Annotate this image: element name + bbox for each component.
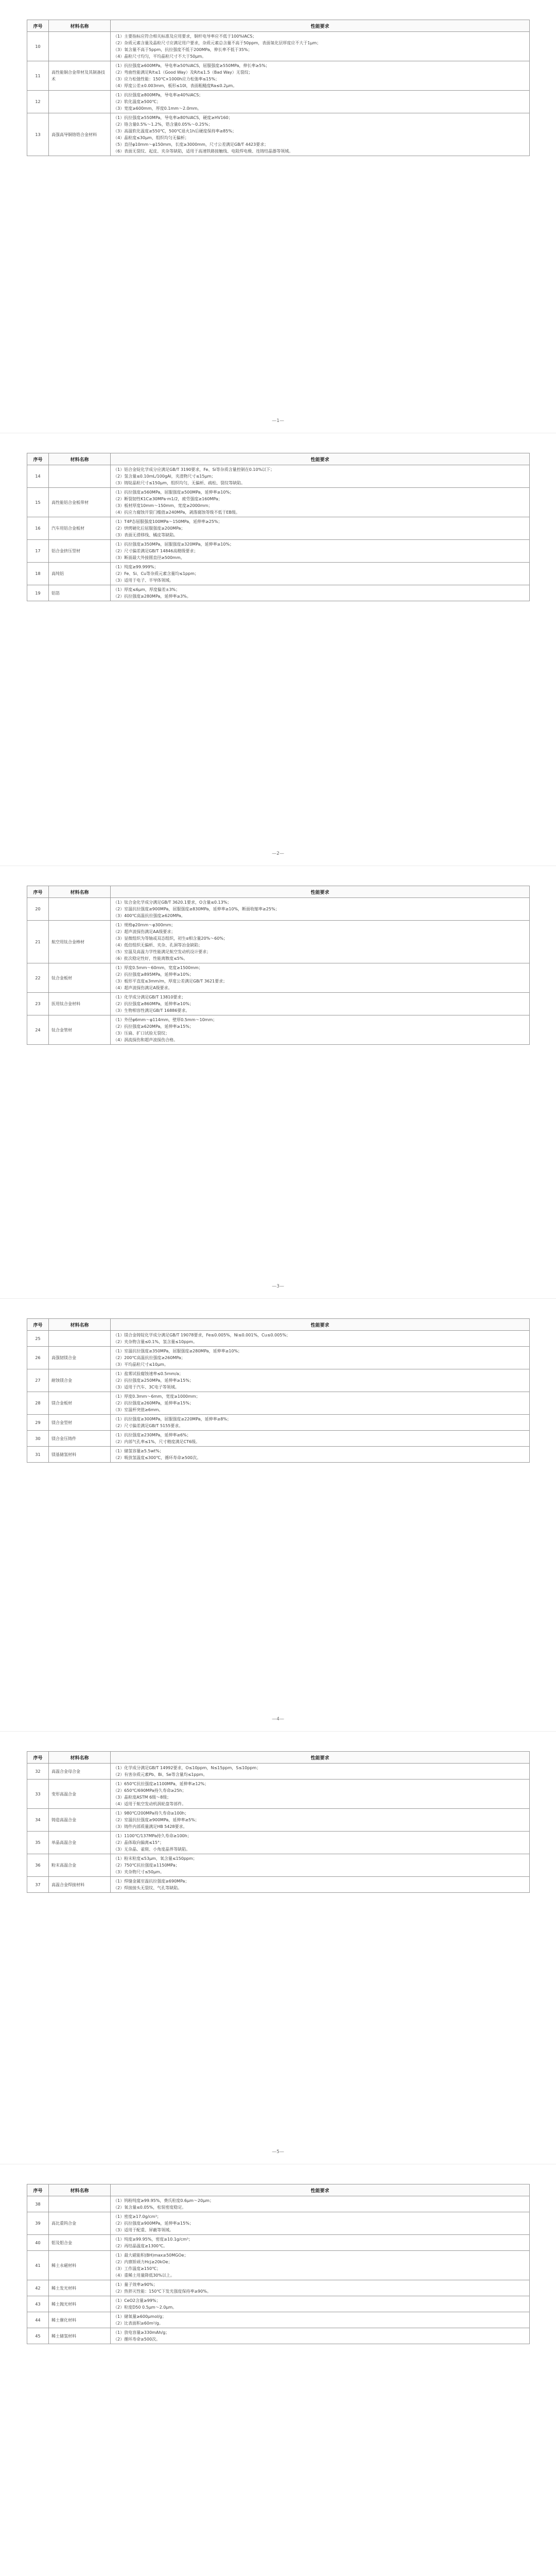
material-name: 高性能铝合金板带材 bbox=[49, 488, 111, 517]
requirement-line: （3）显微组织为等轴或双态组织，初生α相含量20%～60%； bbox=[113, 936, 228, 941]
performance-requirements bbox=[111, 1877, 530, 1893]
material-name bbox=[49, 91, 111, 113]
requirement-line: （4）晶粒尺寸均匀，平均晶粒尺寸不大于50μm。 bbox=[113, 54, 206, 59]
requirement-line: （1）抗拉强度≥300MPa，屈服强度≥220MPa，延伸率≥8%； bbox=[113, 1417, 231, 1421]
requirement-line: （2）吸放氢温度≤300℃，循环寿命≥500次。 bbox=[113, 1455, 201, 1460]
material-name: 变形高温合金 bbox=[49, 1780, 111, 1809]
performance-requirements bbox=[111, 113, 530, 156]
performance-requirements bbox=[111, 563, 530, 585]
requirement-line: （3）氧含量不高于5ppm，抗拉强度不低于200MPa，伸长率不低于35%； bbox=[113, 47, 252, 52]
material-name: 钛合金管材 bbox=[49, 1015, 111, 1045]
requirement-line: （2）比表面积≥60m²/g。 bbox=[113, 2321, 163, 2326]
performance-requirements bbox=[111, 2235, 530, 2251]
table-row bbox=[27, 91, 530, 113]
table-header-row bbox=[27, 886, 530, 898]
performance-requirements bbox=[111, 1392, 530, 1415]
table-row bbox=[27, 32, 530, 61]
table-row bbox=[27, 1392, 530, 1415]
requirement-line: （3）适用于电子、半导体领域。 bbox=[113, 578, 174, 583]
requirement-line: （2）软化温度≥500℃； bbox=[113, 99, 161, 104]
material-name: 高强高导铜铬锆合金材料 bbox=[49, 113, 111, 156]
row-number: 24 bbox=[27, 1015, 49, 1045]
requirement-line: （1）储氧量≥600μmol/g； bbox=[113, 2314, 166, 2319]
requirement-line: （3）铸锭晶粒尺寸≤150μm，组织均匀，无偏析、疏松、裂纹等缺陷。 bbox=[113, 481, 245, 485]
requirement-line: （3）无杂晶、雀斑、小角度晶界等缺陷。 bbox=[113, 1847, 190, 1852]
table-row bbox=[27, 1015, 530, 1045]
table-row bbox=[27, 2328, 530, 2344]
requirement-line: （4）低倍组织无偏析、夹杂、孔洞等冶金缺陷； bbox=[113, 943, 203, 947]
requirement-line: （2）抗拉强度≥860MPa，延伸率≥10%； bbox=[113, 1002, 194, 1006]
row-number: 34 bbox=[27, 1809, 49, 1832]
spec-table bbox=[27, 2184, 530, 2344]
material-name: 铝合金挤压型材 bbox=[49, 540, 111, 563]
requirement-line: （3）生物相容性满足GB/T 16886要求。 bbox=[113, 1008, 190, 1013]
row-number: 36 bbox=[27, 1854, 49, 1877]
table-header-row bbox=[27, 453, 530, 465]
requirement-line: （3）铸件内部质量满足HB 5428要求。 bbox=[113, 1824, 187, 1829]
page-number: —4— bbox=[272, 1717, 284, 1722]
material-name: 耐蚀镁合金 bbox=[49, 1369, 111, 1392]
performance-requirements bbox=[111, 1431, 530, 1447]
header-name: 材料名称 bbox=[49, 1319, 111, 1331]
requirement-line: （1）抗拉强度≥230MPa，延伸率≥6%； bbox=[113, 1433, 191, 1437]
requirement-line: （1）纯度≥99.999%； bbox=[113, 565, 159, 569]
table-row bbox=[27, 563, 530, 585]
requirement-line: （1）厚度≤6μm，厚度偏差±3%； bbox=[113, 587, 180, 592]
table-header-row bbox=[27, 20, 530, 32]
requirement-line: （3）高温软化温度≥550℃，500℃退火1h后硬度保持率≥85%； bbox=[113, 129, 236, 133]
document-page bbox=[0, 1298, 556, 1731]
performance-requirements bbox=[111, 465, 530, 488]
row-number: 15 bbox=[27, 488, 49, 517]
requirement-line: （1）室温抗拉强度≥350MPa，屈服强度≥280MPa，延伸率≥10%； bbox=[113, 1349, 242, 1353]
requirement-line: （2）200℃高温抗拉强度≥260MPa； bbox=[113, 1355, 185, 1360]
performance-requirements bbox=[111, 993, 530, 1015]
row-number: 31 bbox=[27, 1447, 49, 1463]
table-row bbox=[27, 517, 530, 540]
document-page bbox=[0, 2164, 556, 2576]
row-number: 13 bbox=[27, 113, 49, 156]
requirement-line: （2）超声波探伤满足AA级要求； bbox=[113, 929, 176, 934]
header-no: 序号 bbox=[27, 20, 49, 32]
requirement-line: （1）980℃/200MPa持久寿命≥100h； bbox=[113, 1811, 189, 1816]
requirement-line: （3）适用于汽车、3C电子等领域。 bbox=[113, 1385, 179, 1389]
requirement-line: （1）抗拉强度≥800MPa，导电率≥40%IACS； bbox=[113, 93, 203, 97]
table-row bbox=[27, 2212, 530, 2235]
spec-table bbox=[27, 1751, 530, 1893]
requirement-line: （3）宽度≥600mm，厚度0.1mm～2.0mm。 bbox=[113, 106, 202, 111]
row-number: 11 bbox=[27, 61, 49, 91]
material-name: 钼及钼合金 bbox=[49, 2235, 111, 2251]
performance-requirements bbox=[111, 2196, 530, 2212]
performance-requirements bbox=[111, 540, 530, 563]
material-name: 稀土发光材料 bbox=[49, 2280, 111, 2296]
document-page bbox=[0, 0, 556, 433]
requirement-line: （2）铬含量0.5%～1.2%，锆含量0.05%～0.25%； bbox=[113, 122, 213, 127]
table-row bbox=[27, 1764, 530, 1780]
requirement-line: （1）CeO2含量≥99%； bbox=[113, 2298, 161, 2303]
requirement-line: （3）晶粒度ASTM 6级～8级； bbox=[113, 1795, 171, 1800]
requirement-line: （2）抗拉强度≥260MPa，延伸率≥15%； bbox=[113, 1401, 194, 1405]
table-row bbox=[27, 2280, 530, 2296]
requirement-line: （2）弯曲性能满足R/t≤1（Good Way）及R/t≤1.5（Bad Way）无裂纹； bbox=[113, 70, 253, 75]
requirement-line: （2）热猝灭性能：150℃下发光强度保持率≥90%。 bbox=[113, 2289, 211, 2294]
material-name: 镁合金型材 bbox=[49, 1415, 111, 1431]
header-req: 性能要求 bbox=[111, 1752, 530, 1764]
row-number: 33 bbox=[27, 1780, 49, 1809]
requirement-line: （1）T4P态屈服强度100MPa～150MPa，延伸率≥25%； bbox=[113, 519, 222, 524]
row-number: 43 bbox=[27, 2296, 49, 2312]
requirement-line: （3）室温杯突值≥6mm。 bbox=[113, 1408, 163, 1412]
table-row bbox=[27, 1877, 530, 1893]
table-row bbox=[27, 1447, 530, 1463]
requirement-line: （2）有害杂质元素Pb、Bi、Se等含量均≤1ppm。 bbox=[113, 1772, 207, 1777]
row-number: 14 bbox=[27, 465, 49, 488]
performance-requirements bbox=[111, 585, 530, 601]
table-row bbox=[27, 1832, 530, 1854]
requirement-line: （2）尺寸偏差满足GB/T 14846高精级要求； bbox=[113, 549, 198, 553]
material-name: 铝箔 bbox=[49, 585, 111, 601]
table-row bbox=[27, 898, 530, 921]
table-row bbox=[27, 61, 530, 91]
table-row bbox=[27, 1369, 530, 1392]
row-number: 37 bbox=[27, 1877, 49, 1893]
performance-requirements bbox=[111, 1809, 530, 1832]
requirement-line: （1）最大磁能积(BH)max≥50MGOe； bbox=[113, 2253, 188, 2258]
material-name: 航空用钛合金棒材 bbox=[49, 921, 111, 963]
performance-requirements bbox=[111, 2328, 530, 2344]
requirement-line: （2）烘烤硬化后屈服强度≥200MPa； bbox=[113, 526, 185, 531]
row-number: 32 bbox=[27, 1764, 49, 1780]
row-number: 41 bbox=[27, 2251, 49, 2280]
requirement-line: （3）压扁、扩口试验无裂纹； bbox=[113, 1031, 170, 1036]
requirement-line: （1）化学成分满足GB/T 13810要求； bbox=[113, 995, 186, 999]
requirement-line: （3）夹杂物尺寸≤50μm。 bbox=[113, 1870, 164, 1874]
header-name: 材料名称 bbox=[49, 1752, 111, 1764]
requirement-line: （4）适用于航空发动机涡轮盘等部件。 bbox=[113, 1802, 186, 1806]
performance-requirements bbox=[111, 1331, 530, 1347]
requirement-line: （3）板材厚度10mm～150mm，宽度≥2000mm； bbox=[113, 503, 213, 508]
performance-requirements bbox=[111, 1347, 530, 1369]
row-number: 45 bbox=[27, 2328, 49, 2344]
requirement-line: （2）750℃抗拉强度≥1150MPa； bbox=[113, 1863, 180, 1868]
performance-requirements bbox=[111, 1780, 530, 1809]
requirement-line: （3）应力松弛性能：150℃×1000h应力松弛率≤15%； bbox=[113, 77, 219, 81]
requirement-line: （2）室温抗拉强度≥900MPa，延伸率≥5%； bbox=[113, 1818, 199, 1822]
requirement-line: （2）Fe、Si、Cu等杂质元素含量均≤1ppm； bbox=[113, 571, 199, 576]
performance-requirements bbox=[111, 1015, 530, 1045]
table-row bbox=[27, 488, 530, 517]
requirement-line: （1）650℃抗拉强度≥1100MPa，延伸率≥12%； bbox=[113, 1782, 209, 1786]
table-row bbox=[27, 1331, 530, 1347]
page-number: —3— bbox=[272, 1284, 284, 1289]
requirement-line: （3）表面无滑移线、橘皮等缺陷。 bbox=[113, 533, 178, 537]
material-name: 单晶高温合金 bbox=[49, 1832, 111, 1854]
requirement-line: （4）超声波探伤满足A级要求。 bbox=[113, 986, 172, 990]
requirement-line: （4）晶粒度≤30μm，组织均匀无偏析； bbox=[113, 135, 189, 140]
requirement-line: （4）重稀土用量降低30%以上。 bbox=[113, 2273, 175, 2278]
requirement-line: （2）抗拉强度≥895MPa，延伸率≥10%； bbox=[113, 972, 194, 977]
row-number: 28 bbox=[27, 1392, 49, 1415]
row-number: 35 bbox=[27, 1832, 49, 1854]
material-name: 稀土抛光材料 bbox=[49, 2296, 111, 2312]
material-name: 铸造高温合金 bbox=[49, 1809, 111, 1832]
table-row bbox=[27, 113, 530, 156]
row-number: 20 bbox=[27, 898, 49, 921]
requirement-line: （2）粒度D50 0.5μm～2.0μm。 bbox=[113, 2305, 177, 2310]
material-name bbox=[49, 898, 111, 921]
row-number: 17 bbox=[27, 540, 49, 563]
performance-requirements bbox=[111, 963, 530, 993]
requirement-line: （1）抗拉强度≥600MPa，导电率≥50%IACS，屈服强度≥550MPa，伸长率≥5%； bbox=[113, 63, 270, 68]
requirement-line: （1）外径φ6mm～φ114mm，壁厚0.5mm～10mm； bbox=[113, 1018, 217, 1022]
requirement-line: （1）1100℃/137MPa持久寿命≥100h； bbox=[113, 1834, 192, 1838]
material-name: 钛合金板材 bbox=[49, 963, 111, 993]
header-no: 序号 bbox=[27, 886, 49, 898]
requirement-line: （1）放电容量≥330mAh/g； bbox=[113, 2330, 170, 2335]
performance-requirements bbox=[111, 2296, 530, 2312]
performance-requirements bbox=[111, 1369, 530, 1392]
material-name: 高温合金母合金 bbox=[49, 1764, 111, 1780]
material-name bbox=[49, 465, 111, 488]
table-row bbox=[27, 2196, 530, 2212]
row-number: 44 bbox=[27, 2312, 49, 2328]
row-number: 38 bbox=[27, 2196, 49, 2212]
requirement-line: （1）镁合金铸锭化学成分满足GB/T 19078要求，Fe≤0.005%，Ni≤0.001%，Cu≤0.005%； bbox=[113, 1333, 290, 1337]
document-page bbox=[0, 433, 556, 866]
requirement-line: （5）直径φ10mm～φ150mm，长度≥3000mm，尺寸公差满足GB/T 4423要求； bbox=[113, 142, 269, 147]
page-number: —1— bbox=[272, 418, 284, 423]
table-row bbox=[27, 1780, 530, 1809]
performance-requirements bbox=[111, 1415, 530, 1431]
header-no: 序号 bbox=[27, 1752, 49, 1764]
material-name: 粉末高温合金 bbox=[49, 1854, 111, 1877]
performance-requirements bbox=[111, 1832, 530, 1854]
requirement-line: （1）规格φ20mm～φ300mm； bbox=[113, 923, 176, 927]
header-name: 材料名称 bbox=[49, 453, 111, 465]
requirement-line: （1）抗拉强度≥550MPa，导电率≥80%IACS，硬度≥HV160； bbox=[113, 115, 233, 120]
performance-requirements bbox=[111, 2280, 530, 2296]
row-number: 10 bbox=[27, 32, 49, 61]
header-req: 性能要求 bbox=[111, 1319, 530, 1331]
material-name: 镁基储氢材料 bbox=[49, 1447, 111, 1463]
performance-requirements bbox=[111, 1447, 530, 1463]
material-name: 稀土催化材料 bbox=[49, 2312, 111, 2328]
header-no: 序号 bbox=[27, 453, 49, 465]
header-req: 性能要求 bbox=[111, 886, 530, 898]
table-header-row bbox=[27, 1752, 530, 1764]
table-row bbox=[27, 2235, 530, 2251]
requirement-line: （1）储氢容量≥5.5wt%； bbox=[113, 1449, 164, 1453]
performance-requirements bbox=[111, 1764, 530, 1780]
requirement-line: （2）再结晶温度≥1300℃。 bbox=[113, 2244, 168, 2248]
requirement-line: （4）涡流探伤和超声波探伤合格。 bbox=[113, 1038, 178, 1042]
requirement-line: （2）氧含量≤0.05%，松装密度稳定。 bbox=[113, 2205, 186, 2210]
table-header-row bbox=[27, 1319, 530, 1331]
header-no: 序号 bbox=[27, 2184, 49, 2196]
requirement-line: （3）适用于配重、屏蔽等领域。 bbox=[113, 2228, 174, 2232]
requirement-line: （6）表面无裂纹、起皮、夹杂等缺陷，适用于高速铁路接触线、电阻焊电极、连铸结晶器等领域。 bbox=[113, 149, 293, 154]
table-row bbox=[27, 1431, 530, 1447]
requirement-line: （3）工作温度≥150℃； bbox=[113, 2266, 161, 2271]
material-name: 汽车用铝合金板材 bbox=[49, 517, 111, 540]
material-name: 高温合金焊接材料 bbox=[49, 1877, 111, 1893]
requirement-line: （1）粉末粒度≤53μm，氧含量≤150ppm； bbox=[113, 1856, 197, 1861]
performance-requirements bbox=[111, 32, 530, 61]
requirement-line: （1）主要指标应符合相关标准及应用要求，铜杆电导率应不低于100%IACS； bbox=[113, 34, 257, 39]
row-number: 25 bbox=[27, 1331, 49, 1347]
requirement-line: （3）断面最大外接圆直径≥500mm。 bbox=[113, 555, 185, 560]
requirement-line: （3）板形平直度≤3mm/m，厚度公差满足GB/T 3621要求； bbox=[113, 979, 228, 984]
table-row bbox=[27, 1415, 530, 1431]
spec-table bbox=[27, 1318, 530, 1463]
requirement-line: （2）室温抗拉强度≥900MPa，屈服强度≥830MPa，延伸率≥10%，断面收缩率≥25%； bbox=[113, 907, 280, 911]
row-number: 30 bbox=[27, 1431, 49, 1447]
table-header-row bbox=[27, 2184, 530, 2196]
table-row bbox=[27, 1854, 530, 1877]
page-number: —2— bbox=[272, 851, 284, 856]
requirement-line: （1）量子效率≥90%； bbox=[113, 2282, 158, 2287]
performance-requirements bbox=[111, 2251, 530, 2280]
performance-requirements bbox=[111, 2212, 530, 2235]
requirement-line: （2）杂质元素含量及晶粒尺寸应满足用户要求，杂质元素总含量不高于50ppm，表面氧化层厚度应不大于1μm； bbox=[113, 41, 321, 45]
material-name: 稀土永磁材料 bbox=[49, 2251, 111, 2280]
requirement-line: （2）内禀矫顽力Hcj≥20kOe； bbox=[113, 2260, 172, 2264]
requirement-line: （2）抗拉强度≥250MPa，延伸率≥15%； bbox=[113, 1378, 194, 1383]
performance-requirements bbox=[111, 488, 530, 517]
requirement-line: （1）焊缝金属室温抗拉强度≥690MPa； bbox=[113, 1879, 189, 1884]
table-row bbox=[27, 921, 530, 963]
header-name: 材料名称 bbox=[49, 886, 111, 898]
header-req: 性能要求 bbox=[111, 453, 530, 465]
requirement-line: （3）400℃高温抗拉强度≥620MPa。 bbox=[113, 913, 185, 918]
requirement-line: （2）焊接接头无裂纹、气孔等缺陷。 bbox=[113, 1886, 182, 1890]
row-number: 29 bbox=[27, 1415, 49, 1431]
performance-requirements bbox=[111, 898, 530, 921]
row-number: 27 bbox=[27, 1369, 49, 1392]
requirement-line: （2）晶体取向偏离≤15°； bbox=[113, 1840, 164, 1845]
spec-table bbox=[27, 453, 530, 601]
header-no: 序号 bbox=[27, 1319, 49, 1331]
performance-requirements bbox=[111, 921, 530, 963]
material-name: 镁合金板材 bbox=[49, 1392, 111, 1415]
requirement-line: （2）氢含量≤0.10mL/100gAl，夹渣物尺寸≤15μm； bbox=[113, 474, 216, 479]
requirement-line: （2）循环寿命≥500次。 bbox=[113, 2337, 161, 2342]
requirement-line: （1）抗拉强度≥350MPa，屈服强度≥320MPa，延伸率≥10%； bbox=[113, 542, 234, 547]
material-name bbox=[49, 1331, 111, 1347]
requirement-line: （2）抗拉强度≥900MPa，延伸率≥15%； bbox=[113, 2221, 194, 2226]
header-name: 材料名称 bbox=[49, 2184, 111, 2196]
requirement-line: （5）室温及高温力学性能满足航空发动机设计要求； bbox=[113, 950, 211, 954]
document-page bbox=[0, 1731, 556, 2164]
requirement-line: （1）钛合金化学成分满足GB/T 3620.1要求，O含量≤0.13%； bbox=[113, 900, 232, 905]
document-page bbox=[0, 866, 556, 1298]
requirement-line: （2）尺寸偏差满足GB/T 5155要求。 bbox=[113, 1423, 183, 1428]
header-name: 材料名称 bbox=[49, 20, 111, 32]
material-name bbox=[49, 32, 111, 61]
table-row bbox=[27, 2251, 530, 2280]
row-number: 26 bbox=[27, 1347, 49, 1369]
requirement-line: （1）铝合金锭化学成分应满足GB/T 3190要求，Fe、Si等杂质含量控制在0.10%以下； bbox=[113, 467, 275, 472]
page-number: —5— bbox=[272, 2149, 284, 2155]
requirement-line: （1）密度≥17.0g/cm³； bbox=[113, 2214, 161, 2219]
table-row bbox=[27, 585, 530, 601]
requirement-line: （2）抗拉强度≥620MPa，延伸率≥15%； bbox=[113, 1024, 194, 1029]
header-req: 性能要求 bbox=[111, 20, 530, 32]
material-name: 高强韧镁合金 bbox=[49, 1347, 111, 1369]
row-number: 40 bbox=[27, 2235, 49, 2251]
material-name: 高比重钨合金 bbox=[49, 2212, 111, 2235]
performance-requirements bbox=[111, 61, 530, 91]
material-name: 高纯铝 bbox=[49, 563, 111, 585]
performance-requirements bbox=[111, 2312, 530, 2328]
table-row bbox=[27, 465, 530, 488]
material-name: 医用钛合金材料 bbox=[49, 993, 111, 1015]
material-name: 镁合金压铸件 bbox=[49, 1431, 111, 1447]
row-number: 22 bbox=[27, 963, 49, 993]
requirement-line: （1）钨粉纯度≥99.95%，费氏粒度0.6μm～20μm； bbox=[113, 2198, 214, 2203]
table-row bbox=[27, 540, 530, 563]
row-number: 18 bbox=[27, 563, 49, 585]
requirement-line: （2）抗拉强度≥280MPa，延伸率≥3%。 bbox=[113, 594, 191, 599]
spec-table bbox=[27, 886, 530, 1045]
requirement-line: （4）厚度公差±0.003mm，板形≤10I，表面粗糙度Ra≤0.2μm。 bbox=[113, 83, 237, 88]
row-number: 21 bbox=[27, 921, 49, 963]
row-number: 39 bbox=[27, 2212, 49, 2235]
requirement-line: （1）厚度0.3mm～6mm，宽度≥1000mm； bbox=[113, 1394, 200, 1399]
spec-table bbox=[27, 20, 530, 156]
row-number: 16 bbox=[27, 517, 49, 540]
performance-requirements bbox=[111, 1854, 530, 1877]
requirement-line: （3）平均晶粒尺寸≤10μm。 bbox=[113, 1362, 168, 1367]
requirement-line: （6）批次稳定性好，性能离散度≤5%。 bbox=[113, 956, 188, 961]
requirement-line: （1）抗拉强度≥560MPa，屈服强度≥500MPa，延伸率≥10%； bbox=[113, 490, 234, 495]
row-number: 42 bbox=[27, 2280, 49, 2296]
row-number: 23 bbox=[27, 993, 49, 1015]
requirement-line: （1）盐雾试验腐蚀速率≤0.5mm/a； bbox=[113, 1371, 183, 1376]
table-row bbox=[27, 1347, 530, 1369]
material-name: 稀土储氢材料 bbox=[49, 2328, 111, 2344]
row-number: 19 bbox=[27, 585, 49, 601]
table-row bbox=[27, 1809, 530, 1832]
table-row bbox=[27, 993, 530, 1015]
requirement-line: （2）650℃/690MPa持久寿命≥25h； bbox=[113, 1788, 186, 1793]
performance-requirements bbox=[111, 517, 530, 540]
requirement-line: （2）内部气孔率≤1%，尺寸精度满足CT6级。 bbox=[113, 1439, 200, 1444]
requirement-line: （4）抗应力腐蚀开裂门槛值≥240MPa，剥落腐蚀等级不低于EB级。 bbox=[113, 510, 240, 515]
material-name bbox=[49, 2196, 111, 2212]
requirement-line: （1）厚度0.5mm～60mm，宽度≥1500mm； bbox=[113, 965, 203, 970]
table-row bbox=[27, 2296, 530, 2312]
table-row bbox=[27, 2312, 530, 2328]
requirement-line: （2）夹杂物含量≤0.1%，氢含量≤10ppm。 bbox=[113, 1340, 197, 1344]
requirement-line: （1）纯度≥99.95%，密度≥10.1g/cm³； bbox=[113, 2237, 193, 2242]
performance-requirements bbox=[111, 91, 530, 113]
header-req: 性能要求 bbox=[111, 2184, 530, 2196]
requirement-line: （2）断裂韧性K1C≥30MPa·m1/2，疲劳强度≥160MPa； bbox=[113, 497, 222, 501]
requirement-line: （1）化学成分满足GB/T 14992要求，O≤10ppm，N≤15ppm，S≤10ppm； bbox=[113, 1766, 261, 1770]
table-row bbox=[27, 963, 530, 993]
material-name: 高性能铜合金带材及其制备技术 bbox=[49, 61, 111, 91]
row-number: 12 bbox=[27, 91, 49, 113]
